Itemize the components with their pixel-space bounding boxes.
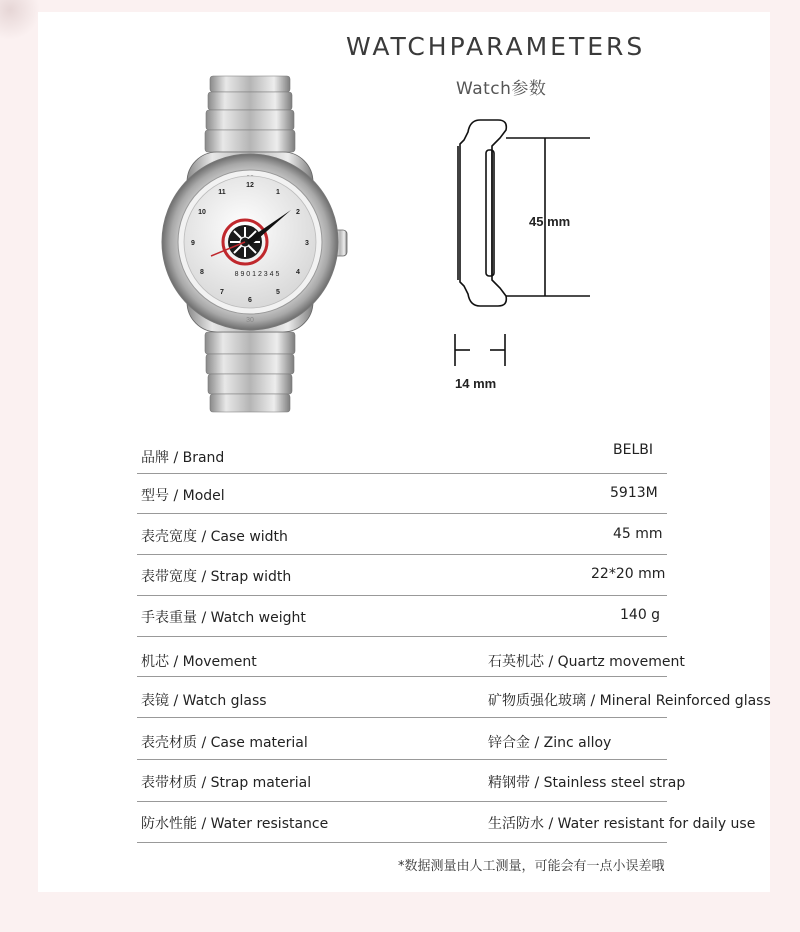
spec-value: 生活防水 / Water resistant for daily use bbox=[488, 816, 756, 832]
spec-value: 22*20 mm bbox=[591, 566, 666, 582]
spec-value: 矿物质强化玻璃 / Mineral Reinforced glass bbox=[488, 693, 771, 709]
spec-value: BELBI bbox=[613, 442, 653, 458]
svg-text:11: 11 bbox=[218, 189, 226, 196]
row-divider bbox=[137, 473, 667, 474]
row-divider bbox=[137, 759, 667, 760]
row-divider bbox=[137, 801, 667, 802]
row-divider bbox=[137, 636, 667, 637]
svg-text:12: 12 bbox=[246, 182, 254, 189]
svg-text:2: 2 bbox=[296, 209, 300, 216]
spec-label: 表带宽度 / Strap width bbox=[141, 569, 292, 585]
spec-label: 表镜 / Watch glass bbox=[141, 693, 267, 709]
measurement-note: *数据测量由人工测量，可能会有一点小误差哦 bbox=[398, 859, 665, 874]
row-divider bbox=[137, 513, 667, 514]
svg-text:30: 30 bbox=[246, 317, 254, 324]
page-subtitle: Watch参数 bbox=[456, 79, 547, 99]
strap-bottom bbox=[205, 332, 295, 412]
row-divider bbox=[137, 676, 667, 677]
thickness-dimension-label: 14 mm bbox=[455, 376, 497, 391]
spec-label: 表壳材质 / Case material bbox=[141, 735, 308, 751]
spec-label: 防水性能 / Water resistance bbox=[141, 816, 329, 832]
spec-label: 机芯 / Movement bbox=[141, 654, 257, 670]
spec-label: 表壳宽度 / Case width bbox=[141, 529, 288, 545]
watch-photo bbox=[155, 70, 355, 430]
spec-value: 45 mm bbox=[613, 526, 663, 542]
svg-text:8 9 0 1 2 3 4 5: 8 9 0 1 2 3 4 5 bbox=[234, 271, 280, 278]
svg-text:5: 5 bbox=[276, 289, 280, 296]
row-divider bbox=[137, 717, 667, 718]
svg-text:8: 8 bbox=[200, 269, 204, 276]
corner-decoration bbox=[0, 0, 40, 40]
svg-text:7: 7 bbox=[220, 289, 224, 296]
spec-label: 手表重量 / Watch weight bbox=[141, 610, 306, 626]
side-profile-diagram bbox=[440, 110, 610, 380]
strap-top bbox=[205, 76, 295, 152]
spec-value: 140 g bbox=[620, 607, 661, 623]
spec-value: 精钢带 / Stainless steel strap bbox=[488, 775, 686, 791]
svg-text:10: 10 bbox=[198, 209, 206, 216]
spec-value: 5913M bbox=[610, 485, 658, 501]
spec-label: 型号 / Model bbox=[141, 488, 225, 504]
height-dimension-label: 45 mm bbox=[529, 214, 571, 229]
svg-text:4: 4 bbox=[296, 269, 300, 276]
svg-text:9: 9 bbox=[191, 240, 195, 247]
svg-text:1: 1 bbox=[276, 189, 280, 196]
row-divider bbox=[137, 554, 667, 555]
row-divider bbox=[137, 595, 667, 596]
spec-value: 石英机芯 / Quartz movement bbox=[488, 654, 685, 670]
svg-text:6: 6 bbox=[248, 297, 252, 304]
page-title: WATCHPARAMETERS bbox=[346, 32, 646, 61]
spec-label: 品牌 / Brand bbox=[141, 450, 225, 466]
spec-value: 锌合金 / Zinc alloy bbox=[488, 735, 612, 751]
svg-text:3: 3 bbox=[305, 240, 309, 247]
spec-label: 表带材质 / Strap material bbox=[141, 775, 312, 791]
row-divider bbox=[137, 842, 667, 843]
